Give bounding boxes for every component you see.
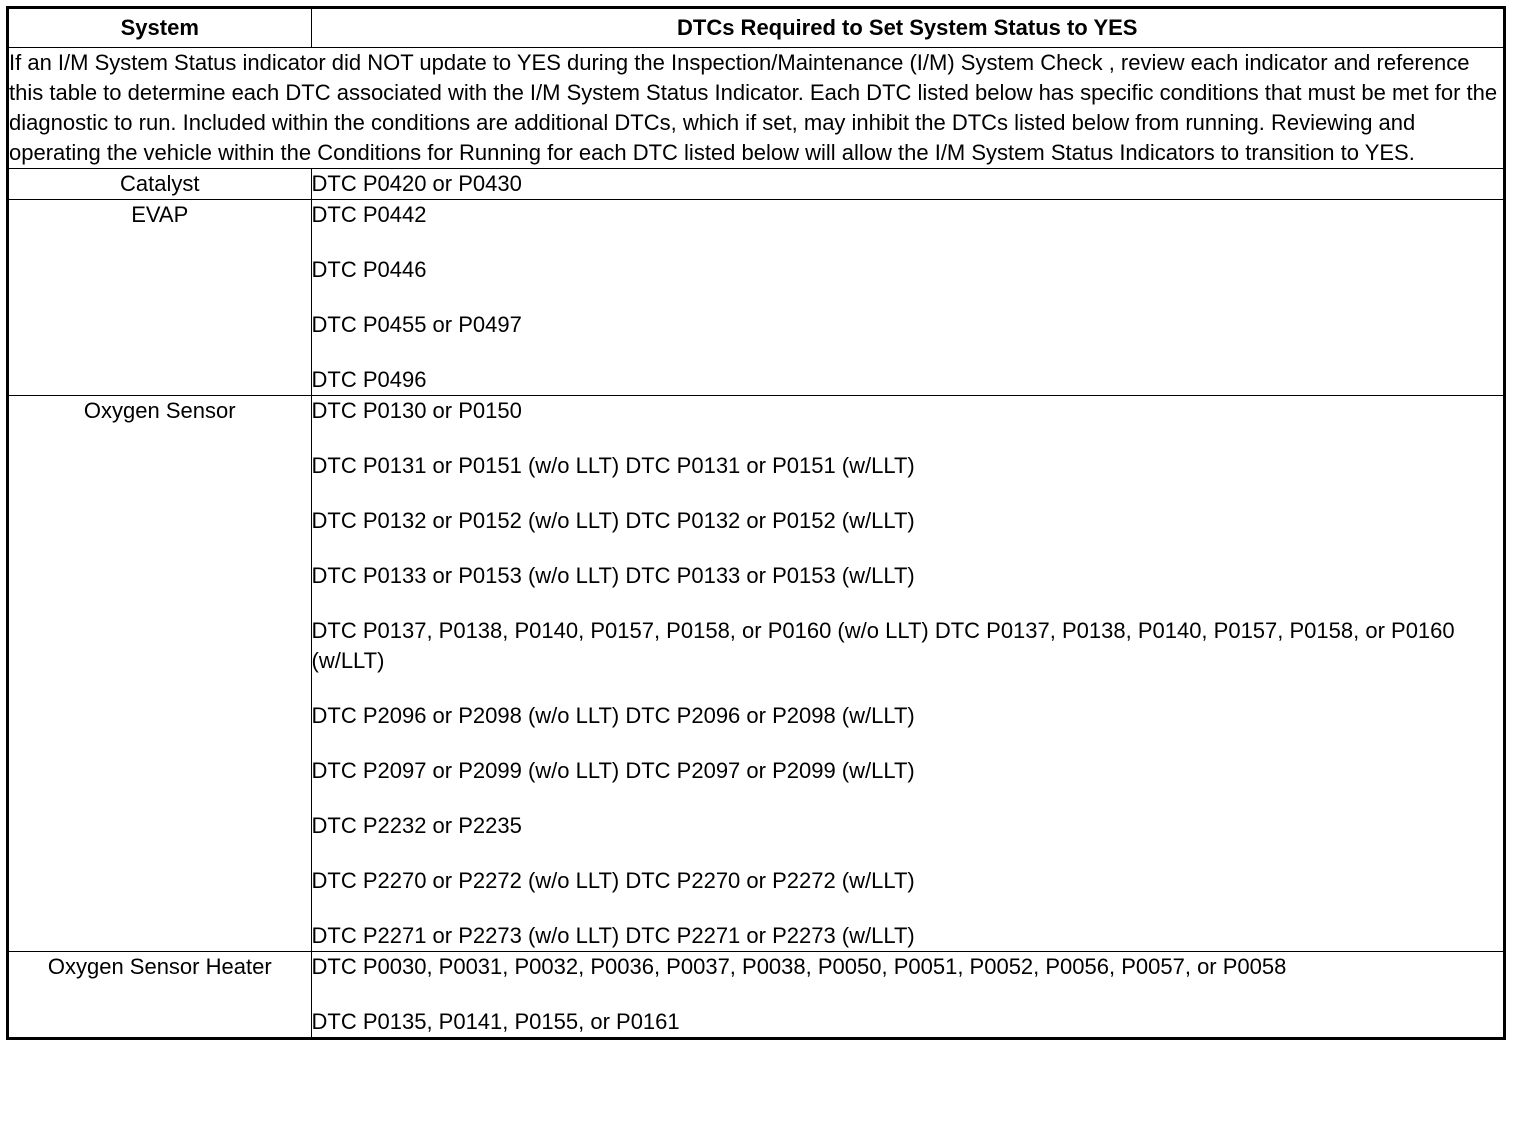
table-row-catalyst [9,169,1503,200]
dtc-entry: DTC P2096 or P2098 (w/o LLT) DTC P2096 or P2098 (w/LLT) [311,703,915,728]
header-dtcs: DTCs Required to Set System Status to YES [311,9,1503,48]
dtc-entry: DTC P0137, P0138, P0140, P0157, P0158, or P0160 (w/o LLT) DTC P0137, P0138, P0140, P0157, P0158, or P0160 (w/LLT) [311,618,1455,673]
dtc-entry: DTC P2270 or P2272 (w/o LLT) DTC P2270 or P2272 (w/LLT) [311,868,915,893]
dtc-list [311,952,1503,1038]
dtc-entry: DTC P0496 [311,367,427,392]
table-row-oxygen-sensor-heater [9,952,1503,1038]
system-name: Oxygen Sensor Heater [9,952,311,1038]
dtc-list [311,169,1503,200]
system-name: Oxygen Sensor [9,396,311,952]
dtc-entry: DTC P0030, P0031, P0032, P0036, P0037, P0038, P0050, P0051, P0052, P0056, P0057, or P0058 [311,954,1287,979]
dtc-entry: DTC P0446 [311,257,427,282]
intro-row [9,48,1503,169]
dtc-entry: DTC P0131 or P0151 (w/o LLT) DTC P0131 or P0151 (w/LLT) [311,453,915,478]
dtc-entry: DTC P0132 or P0152 (w/o LLT) DTC P0132 or P0152 (w/LLT) [311,508,915,533]
dtc-entry: DTC P2232 or P2235 [311,813,522,838]
dtc-entry: DTC P0133 or P0153 (w/o LLT) DTC P0133 or P0153 (w/LLT) [311,563,915,588]
dtc-entry: DTC P0135, P0141, P0155, or P0161 [311,1009,680,1034]
dtc-entry: DTC P0442 [311,202,427,227]
dtc-entry: DTC P2271 or P2273 (w/o LLT) DTC P2271 or P2273 (w/LLT) [311,923,915,948]
system-name: Catalyst [9,169,311,200]
dtc-entry: DTC P0130 or P0150 [311,398,522,423]
dtc-table-container [6,6,1506,1040]
header-row [9,9,1503,48]
dtc-entry: DTC P2097 or P2099 (w/o LLT) DTC P2097 or P2099 (w/LLT) [311,758,915,783]
dtc-list [311,200,1503,396]
dtc-list [311,396,1503,952]
table-row-evap [9,200,1503,396]
system-name: EVAP [9,200,311,396]
dtc-table [9,9,1503,1037]
dtc-entry: DTC P0420 or P0430 [311,171,522,196]
intro-text: If an I/M System Status indicator did NOT update to YES during the Inspection/Maintenance (I/M) System Check , review each indicator and reference this table to determine each DTC associated with the I/M System Status Indicator. Each DTC listed below has specific conditions that must be met for the diagnostic to run. Included within the conditions are additional DTCs, which if set, may inhibit the DTCs listed below from running. Reviewing and operating the vehicle within the Conditions for Running for each DTC listed below will allow the I/M System Status Indicators to transition to YES. [9,48,1503,169]
header-system: System [9,9,311,48]
dtc-entry: DTC P0455 or P0497 [311,312,522,337]
table-row-oxygen-sensor [9,396,1503,952]
